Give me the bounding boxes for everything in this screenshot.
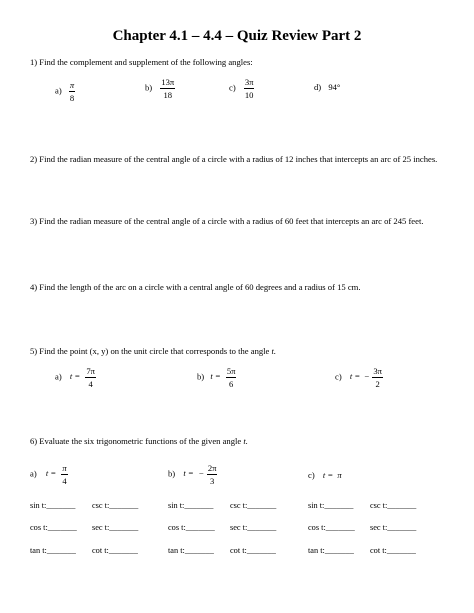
q1-item-b-label: b) [145, 82, 153, 93]
q6-item-b-denominator: 3 [210, 476, 215, 486]
q6-c-tan-blank: tan t:_______ [308, 546, 354, 555]
question-3-prompt: 3) Find the radian measure of the central angle of a circle with a radius of 60 feet that intercepts an arc of 245 feet. [30, 216, 424, 226]
q6-a-cos-blank: cos t:_______ [30, 523, 77, 532]
q1-item-c-label: c) [229, 82, 236, 93]
q6-item-a [30, 463, 68, 486]
q5-item-c-numerator: 3π [373, 366, 382, 376]
q6-item-a-label: a) [30, 468, 37, 479]
q6-a-cot-blank: cot t:_______ [92, 546, 138, 555]
q1-item-b-fraction [160, 77, 175, 100]
q1-item-b-numerator: 13π [161, 77, 175, 87]
q1-item-a-label: a) [55, 85, 62, 96]
q5-item-a-numerator: 7π [86, 366, 95, 376]
question-4-prompt: 4) Find the length of the arc on a circle with a central angle of 60 degrees and a radius of 15 cm. [30, 282, 361, 292]
q1-item-c-numerator: 3π [244, 77, 254, 87]
q6-item-b-sign: − [198, 468, 204, 479]
q6-b-csc-blank: csc t:_______ [230, 501, 277, 510]
q5-item-c-fraction [372, 366, 383, 389]
q1-item-a-numerator: π [69, 80, 75, 90]
q6-a-sin-blank: sin t:_______ [30, 501, 76, 510]
q6-a-sec-blank: sec t:_______ [92, 523, 139, 532]
q5-item-b-label: b) [197, 371, 205, 382]
q1-item-b [145, 77, 175, 100]
q5-item-b-numerator: 5π [226, 366, 236, 376]
q6-b-sin-blank: sin t:_______ [168, 501, 214, 510]
q6-item-b-numerator: 2π [207, 463, 217, 473]
q6-c-csc-blank: csc t:_______ [370, 501, 417, 510]
q5-item-c [335, 366, 383, 389]
q1-item-c-denominator: 10 [244, 90, 254, 100]
q6-item-a-numerator: π [62, 463, 67, 473]
q5-item-a-label: a) [55, 371, 62, 382]
q5-item-b [197, 366, 236, 389]
q6-c-cos-blank: cos t:_______ [308, 523, 355, 532]
page-title: Chapter 4.1 – 4.4 – Quiz Review Part 2 [112, 28, 362, 44]
q5-item-c-lhs: t = [349, 371, 361, 382]
q5-item-c-sign: − [364, 371, 370, 382]
q6-item-a-lhs: t = [45, 468, 57, 479]
q5-item-c-denominator: 2 [375, 379, 380, 389]
q6-c-sec-blank: sec t:_______ [370, 523, 417, 532]
question-2-prompt: 2) Find the radian measure of the central angle of a circle with a radius of 12 inches that intercepts an arc of 25 inches. [30, 154, 438, 164]
q6-item-c-lhs: t = [322, 470, 334, 480]
question-6-variable: t. [243, 436, 248, 446]
q1-item-a-denominator: 8 [69, 93, 75, 103]
q6-item-a-denominator: 4 [62, 476, 67, 486]
q6-item-c-value: π [337, 470, 342, 480]
q6-item-b-lhs: t = [183, 468, 194, 479]
q5-item-a-denominator: 4 [88, 379, 93, 389]
q5-item-a [55, 366, 96, 389]
q1-item-a-fraction [69, 80, 75, 103]
q6-a-csc-blank: csc t:_______ [92, 501, 139, 510]
q6-item-b [168, 463, 217, 486]
question-5-prompt [30, 346, 276, 356]
q1-item-d-value: 94° [328, 82, 341, 92]
q6-c-cot-blank: cot t:_______ [370, 546, 416, 555]
q1-item-c-fraction [244, 77, 255, 100]
q6-item-b-fraction [207, 463, 218, 486]
q5-item-c-label: c) [335, 371, 342, 382]
q6-b-sec-blank: sec t:_______ [230, 523, 277, 532]
question-6-prompt-text: 6) Evaluate the six trigonometric functions of the given angle [30, 436, 242, 446]
q6-b-tan-blank: tan t:_______ [168, 546, 214, 555]
q6-item-b-label: b) [168, 468, 176, 479]
question-5-variable: t. [271, 346, 277, 356]
q1-item-b-denominator: 18 [163, 90, 173, 100]
q5-item-a-fraction [85, 366, 96, 389]
q6-c-sin-blank: sin t:_______ [308, 501, 354, 510]
q6-a-tan-blank: tan t:_______ [30, 546, 76, 555]
q6-b-cos-blank: cos t:_______ [168, 523, 215, 532]
question-1-prompt: 1) Find the complement and supplement of the following angles: [30, 57, 253, 67]
question-6-prompt [30, 436, 248, 446]
q6-b-cot-blank: cot t:_______ [230, 546, 276, 555]
q5-item-b-fraction [226, 366, 237, 389]
q5-item-a-lhs: t = [69, 371, 81, 382]
q6-item-a-fraction [61, 463, 67, 486]
q1-item-c [229, 77, 254, 100]
q5-item-b-denominator: 6 [229, 379, 234, 389]
q1-item-d [314, 82, 340, 92]
q1-item-d-label: d) [314, 82, 322, 92]
question-5-prompt-text: 5) Find the point (x, y) on the unit circle that corresponds to the angle [30, 346, 270, 356]
q6-item-c [308, 470, 342, 480]
q5-item-b-lhs: t = [210, 371, 221, 382]
q1-item-a [55, 80, 75, 103]
q6-item-c-label: c) [308, 470, 315, 480]
